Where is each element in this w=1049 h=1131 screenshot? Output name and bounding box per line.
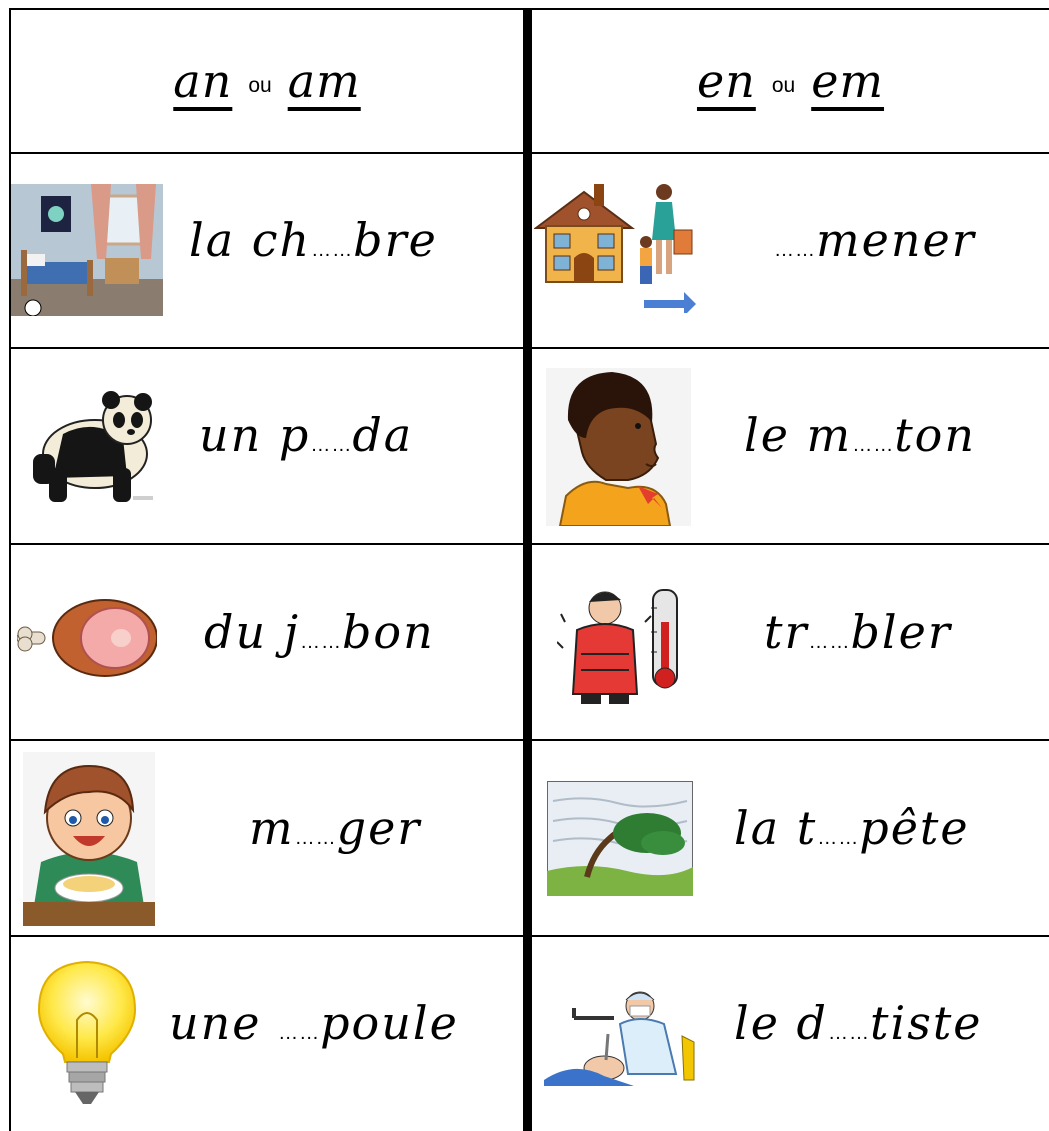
word-start: du j <box>204 605 300 659</box>
word-end: poule <box>320 996 459 1050</box>
header-en-em <box>532 8 1049 154</box>
row-divider <box>9 543 1049 545</box>
row-divider <box>9 347 1049 349</box>
word-manger <box>249 801 421 855</box>
blank-dots: …… <box>808 631 851 653</box>
moving-house-icon <box>534 178 699 313</box>
word-end: bre <box>353 213 438 267</box>
word-emmener <box>774 213 976 267</box>
word-end: bler <box>850 605 952 659</box>
word-start: le d <box>734 996 829 1050</box>
word-end: mener <box>816 213 976 267</box>
word-end: ger <box>336 801 422 855</box>
blank-dots: …… <box>774 239 816 261</box>
word-end: pête <box>859 801 970 855</box>
word-start: une <box>169 996 279 1050</box>
word-start: m <box>249 801 295 855</box>
word-trembler <box>764 605 952 659</box>
row-divider <box>9 739 1049 741</box>
connector-ou: ou <box>771 74 796 97</box>
blank-dots: …… <box>310 434 353 456</box>
blank-dots: …… <box>299 631 342 653</box>
blank-dots: …… <box>852 434 895 456</box>
word-menton <box>744 408 976 462</box>
word-start: un p <box>199 408 311 462</box>
column-divider <box>523 8 532 1131</box>
panda-icon <box>23 388 153 506</box>
grapheme-am: am <box>287 54 361 108</box>
word-chambre <box>189 213 438 267</box>
storm-tree-icon <box>547 781 693 896</box>
word-start: la ch <box>189 213 312 267</box>
blank-dots: …… <box>817 827 860 849</box>
light-bulb-icon <box>31 958 143 1108</box>
word-tempete <box>734 801 970 855</box>
grapheme-an: an <box>173 54 233 108</box>
blank-dots: …… <box>828 1022 871 1044</box>
word-start: le m <box>744 408 853 462</box>
blank-dots: …… <box>311 239 354 261</box>
chin-icon <box>546 368 691 526</box>
word-end: tiste <box>870 996 983 1050</box>
word-panda <box>199 408 413 462</box>
word-start: tr <box>764 605 809 659</box>
grapheme-en: en <box>696 54 756 108</box>
dentist-icon <box>544 984 699 1086</box>
shivering-icon <box>557 582 687 710</box>
left-border <box>9 8 11 1131</box>
row-divider <box>9 935 1049 937</box>
word-start: la t <box>734 801 818 855</box>
word-ampoule <box>169 996 459 1050</box>
grapheme-em: em <box>811 54 885 108</box>
word-end: bon <box>341 605 435 659</box>
word-jambon <box>204 605 435 659</box>
blank-dots: …… <box>278 1022 321 1044</box>
word-dentiste <box>734 996 983 1050</box>
connector-ou: ou <box>248 74 272 97</box>
blank-dots: …… <box>294 827 337 849</box>
worksheet <box>9 8 1049 1131</box>
word-end: da <box>352 408 414 462</box>
boy-eating-icon <box>23 752 155 926</box>
word-end: ton <box>894 408 976 462</box>
bedroom-icon <box>11 184 163 316</box>
ham-icon <box>17 598 157 680</box>
header-an-am <box>11 8 523 154</box>
